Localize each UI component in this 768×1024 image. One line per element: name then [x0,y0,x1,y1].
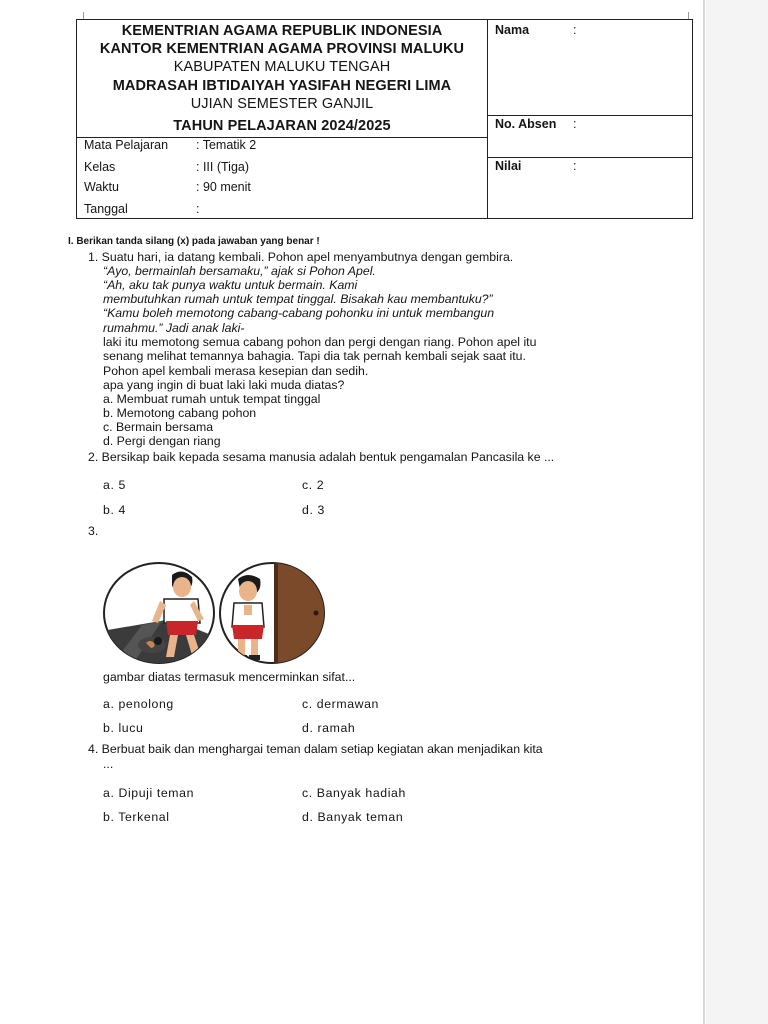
info-label-date: Tanggal [84,202,128,216]
q4-option-a[interactable]: a. Dipuji teman [103,786,195,800]
q3-option-c[interactable]: c. dermawan [302,697,379,711]
info-label-class: Kelas [84,160,116,174]
q1-line: 1. Suatu hari, ia datang kembali. Pohon apel menyambutnya dengan gembira. [88,250,514,264]
q1-line: “Ah, aku tak punya waktu untuk bermain. Kami [103,278,358,292]
q3-option-d[interactable]: d. ramah [302,721,356,735]
q1-line: membutuhkan rumah untuk tempat tinggal. Bisakah kau membantuku?” [103,292,493,306]
section-instruction: I. Berikan tanda silang (x) pada jawaban yang benar ! [68,236,320,247]
q1-line: Pohon apel kembali merasa kesepian dan sedih. [103,364,369,378]
page-edge [703,0,705,1024]
header-title-line: TAHUN PELAJARAN 2024/2025 [173,118,391,134]
q1-line: laki itu memotong semua cabang pohon dan pergi dengan riang. Pohon apel itu [103,335,537,349]
helping-fallen-friend-illustration [102,561,216,665]
score-label: Nilai [495,159,522,173]
q1-option-d[interactable]: d. Pergi dengan riang [103,434,221,448]
q2-option-a[interactable]: a. 5 [103,478,126,492]
header-title-line: KANTOR KEMENTRIAN AGAMA PROVINSI MALUKU [99,41,465,57]
header-title-line: KEMENTRIAN AGAMA REPUBLIK INDONESIA [121,23,443,39]
q1-line: rumahmu.” Jadi anak laki- [103,321,245,335]
q1-question: apa yang ingin di buat laki laki muda diatas? [103,378,345,392]
q3-question: gambar diatas termasuk mencerminkan sifat... [103,670,356,684]
info-value-subject: : Tematik 2 [196,138,257,152]
score-field[interactable]: : [573,159,577,173]
info-value-class: : III (Tiga) [196,160,250,174]
q1-option-c[interactable]: c. Bermain bersama [103,420,214,434]
q3-option-a[interactable]: a. penolong [103,697,174,711]
info-label-subject: Mata Pelajaran [84,138,169,152]
name-label: Nama [495,23,530,37]
q3-option-b[interactable]: b. lucu [103,721,144,735]
name-field[interactable]: : [573,23,577,37]
divider [487,115,692,116]
q2-option-d[interactable]: d. 3 [302,503,325,517]
q4-question: 4. Berbuat baik dan menghargai teman dalam setiap kegiatan akan menjadikan kita [88,742,543,756]
header-title-line: UJIAN SEMESTER GANJIL [190,96,374,112]
q4-option-b[interactable]: b. Terkenal [103,810,170,824]
q2-option-c[interactable]: c. 2 [302,478,325,492]
info-label-time: Waktu [84,180,119,194]
absen-label: No. Absen [495,117,557,131]
shy-boy-at-door-illustration [218,561,328,665]
header-title-line: MADRASAH IBTIDAIYAH YASIFAH NEGERI LIMA [112,78,452,94]
q1-line: “Ayo, bermainlah bersamaku,” ajak si Pohon Apel. [103,264,376,278]
q1-option-a[interactable]: a. Membuat rumah untuk tempat tinggal [103,392,321,406]
page-margin [706,0,768,1024]
info-value-time: : 90 menit [196,180,251,194]
q2-question: 2. Bersikap baik kepada sesama manusia adalah bentuk pengamalan Pancasila ke ... [88,450,555,464]
divider [487,157,692,158]
divider [487,20,488,218]
q4-continuation: ... [103,757,114,771]
q4-option-d[interactable]: d. Banyak teman [302,810,404,824]
header-title-line: KABUPATEN MALUKU TENGAH [173,59,391,75]
q1-option-b[interactable]: b. Memotong cabang pohon [103,406,257,420]
q1-line: “Kamu boleh memotong cabang-cabang pohonku ini untuk membangun [103,306,495,320]
q1-line: senang melihat temannya bahagia. Tapi dia tak pernah kembali sejak saat itu. [103,349,526,363]
absen-field[interactable]: : [573,117,577,131]
q2-option-b[interactable]: b. 4 [103,503,126,517]
info-value-date: : [196,202,200,216]
q4-option-c[interactable]: c. Banyak hadiah [302,786,406,800]
header-table [76,19,693,219]
q3-number: 3. [88,524,99,538]
